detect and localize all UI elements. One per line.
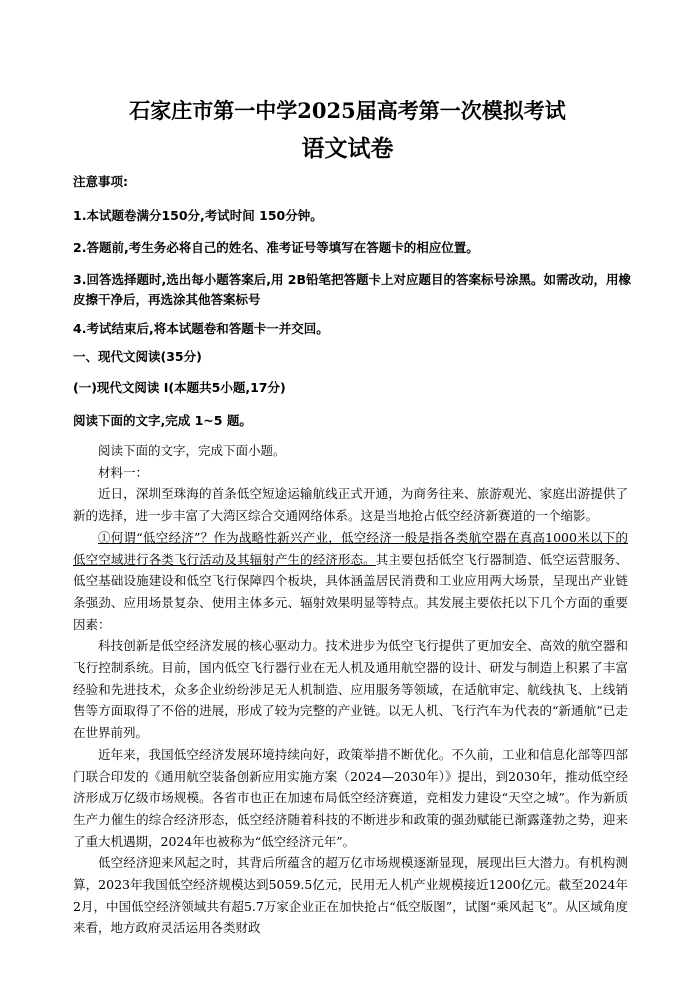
underlined-definition: ①何谓“低空经济”？作为战略性新兴产业，低空经济一般是指各类航空器在真高1000米以下的低空空域进行各类飞行活动及其辐射产生的经济形态。: [73, 529, 628, 567]
passage-paragraph-4: 近年来，我国低空经济发展环境持续向好，政策举措不断优化。不久前，工业和信息化部等四部门联合印发的《通用航空装备创新应用实施方案（2024—2030年）》提出，到2030年，推动低空经济形成万亿级市场规模。各省市也正在加速布局低空经济赛道，竞相发力建设“天空之城”。作为新质生产力催生的综合经济形态，低空经济随着科技的不断进步和政策的强劲赋能已渐露蓬勃之势，迎来了重大机遇期，2024年也被称为“低空经济元年”。: [73, 746, 628, 849]
exam-title: 石家庄市第一中学2025届高考第一次模拟考试: [129, 98, 566, 123]
passage-paragraph-5: 低空经济迎来风起之时，其背后所蕴含的超万亿市场规模逐渐显现，展现出巨大潜力。有机构测算，2023年我国低空经济规模达到5059.5亿元，民用无人机产业规模接近1200亿元。截至2024年2月，中国低空经济领域共有超5.7万家企业正在加快抢占“低空版图”，试图“乘风起飞”。从区域角度来看，地方政府灵活运用各类财政: [73, 855, 628, 936]
material-label: 材料一：: [98, 464, 149, 480]
notice-item-4: 4.考试结束后,将本试题卷和答题卡一并交回。: [73, 321, 329, 336]
section-part-heading: 一、现代文阅读(35分): [73, 349, 202, 364]
reading-passage: [73, 440, 628, 939]
passage-paragraph-2-rest: 其主要包括低空飞行器制造、低空运营服务、低空基础设施建设和低空飞行保障四个板块，具体涵盖居民消费和工业应用两大场景，呈现出产业链条强劲、应用场景复杂、使用主体多元、辐射效果明显等特点。其发展主要依托以下几个方面的重要因素：: [73, 551, 628, 632]
passage-paragraph-2: [73, 527, 628, 636]
passage-paragraph-1: 近日，深圳至珠海的首条低空短途运输航线正式开通，为商务往来、旅游观光、家庭出游提供了新的选择，进一步丰富了大湾区综合交通网络体系。这是当地抢占低空经济新赛道的一个缩影。: [73, 486, 628, 524]
section-instruction: 阅读下面的文字,完成 1~5 题。: [73, 413, 252, 428]
notice-item-1: 1.本试题卷满分150分,考试时间 150分钟。: [73, 208, 323, 223]
notice-item-2: 2.答题前,考生务必将自己的姓名、准考证号等填写在答题卡的相应位置。: [73, 240, 479, 255]
notice-heading: 注意事项:: [73, 174, 128, 189]
section-sub-heading: (一)现代文阅读 I(本题共5小题,17分): [73, 380, 286, 395]
notice-item-3: 3.回答选择题时,选出每小题答案后,用 2B铅笔把答题卡上对应题目的答案标号涂黑。如需改动，用橡皮擦干净后，再选涂其他答案标号: [73, 272, 632, 307]
exam-subtitle: 语文试卷: [301, 135, 394, 162]
passage-paragraph-3: 科技创新是低空经济发展的核心驱动力。技术进步为低空飞行提供了更加安全、高效的航空器和飞行控制系统。目前，国内低空飞行器行业在无人机及通用航空器的设计、研发与制造上积累了丰富经验和先进技术，众多企业纷纷涉足无人机制造、应用服务等领域，在适航审定、航线执飞、上线销售等方面取得了不俗的进展，形成了较为完整的产业链。以无人机、飞行汽车为代表的“新通航”已走在世界前列。: [73, 638, 628, 741]
passage-intro: 阅读下面的文字，完成下面小题。: [98, 443, 286, 458]
